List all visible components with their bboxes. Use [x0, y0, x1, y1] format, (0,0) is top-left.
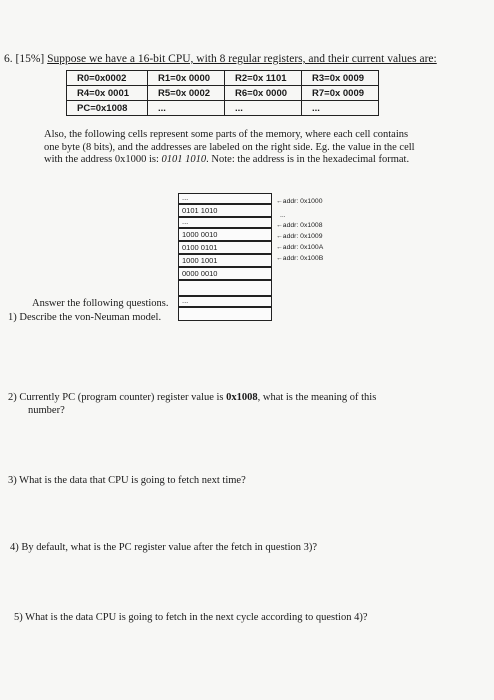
memory-line — [44, 154, 464, 167]
register-cell: ... — [225, 101, 302, 116]
memory-cell-ellipsis: ... — [178, 193, 272, 204]
register-cell: R6=0x 0000 — [225, 86, 302, 101]
question-2-text: , what is the meaning of this — [257, 392, 377, 403]
question-2-continuation: number? — [28, 405, 65, 416]
register-row — [67, 86, 379, 101]
memory-cell: 0100 0101 — [178, 241, 272, 254]
register-cell: PC=0x1008 — [67, 101, 148, 116]
address-label: ←addr: 0x1008 — [276, 222, 323, 229]
memory-line-text: with the address 0x1000 is: — [44, 154, 162, 165]
memory-line: Also, the following cells represent some parts of the memory, where each cell contains — [44, 129, 409, 140]
memory-cell-empty — [178, 280, 272, 296]
question-4: 4) By default, what is the PC register value after the fetch in question 3)? — [10, 542, 318, 553]
register-cell: R2=0x 1101 — [225, 71, 302, 86]
question-2-line — [8, 391, 448, 404]
address-label: ←addr: 0x100B — [276, 255, 324, 262]
memory-cell: 1000 0010 — [178, 228, 272, 241]
register-cell: R5=0x 0002 — [148, 86, 225, 101]
register-cell: ... — [148, 101, 225, 116]
register-table — [66, 70, 379, 116]
problem-intro: Suppose we have a 16-bit CPU, with 8 regular registers, and their current values are: — [47, 53, 437, 65]
register-cell: R4=0x 0001 — [67, 86, 148, 101]
problem-header — [4, 53, 437, 66]
memory-description — [44, 129, 464, 167]
memory-cell: 0101 1010 — [178, 204, 272, 217]
questions-intro: Answer the following questions. — [32, 298, 169, 309]
register-row — [67, 101, 379, 116]
register-row — [67, 71, 379, 86]
address-label: ←addr: 0x1009 — [276, 233, 323, 240]
question-2 — [8, 391, 448, 417]
question-2-pc-value: 0x1008 — [226, 392, 258, 403]
register-cell: R0=0x0002 — [67, 71, 148, 86]
memory-diagram — [178, 193, 272, 321]
memory-cell: 0000 0010 — [178, 267, 272, 280]
question-2-text: 2) Currently PC (program counter) register value is — [8, 392, 227, 403]
address-label: ←addr: 0x100A — [276, 244, 324, 251]
question-1: 1) Describe the von-Neuman model. — [8, 312, 162, 323]
question-3: 3) What is the data that CPU is going to fetch next time? — [8, 475, 246, 486]
register-cell: ... — [302, 101, 379, 116]
memory-line-text: . Note: the address is in the hexadecimal format. — [206, 154, 410, 165]
question-5: 5) What is the data CPU is going to fetch in the next cycle according to question 4)? — [14, 612, 368, 623]
register-cell: R3=0x 0009 — [302, 71, 379, 86]
register-cell: R7=0x 0009 — [302, 86, 379, 101]
memory-cell-ellipsis: ... — [178, 217, 272, 228]
problem-number: 6. — [4, 53, 13, 65]
address-label: ←addr: 0x1000 — [276, 198, 323, 205]
memory-cell-ellipsis: ... — [178, 296, 272, 307]
memory-cell-empty — [178, 307, 272, 321]
problem-points: [15%] — [15, 53, 45, 65]
memory-cell: 1000 1001 — [178, 254, 272, 267]
register-cell: R1=0x 0000 — [148, 71, 225, 86]
address-ellipsis: ... — [280, 212, 286, 219]
memory-line: one byte (8 bits), and the addresses are labeled on the right side. Eg. the value in the cell — [44, 141, 415, 153]
memory-example-value: 0101 1010 — [161, 154, 207, 165]
